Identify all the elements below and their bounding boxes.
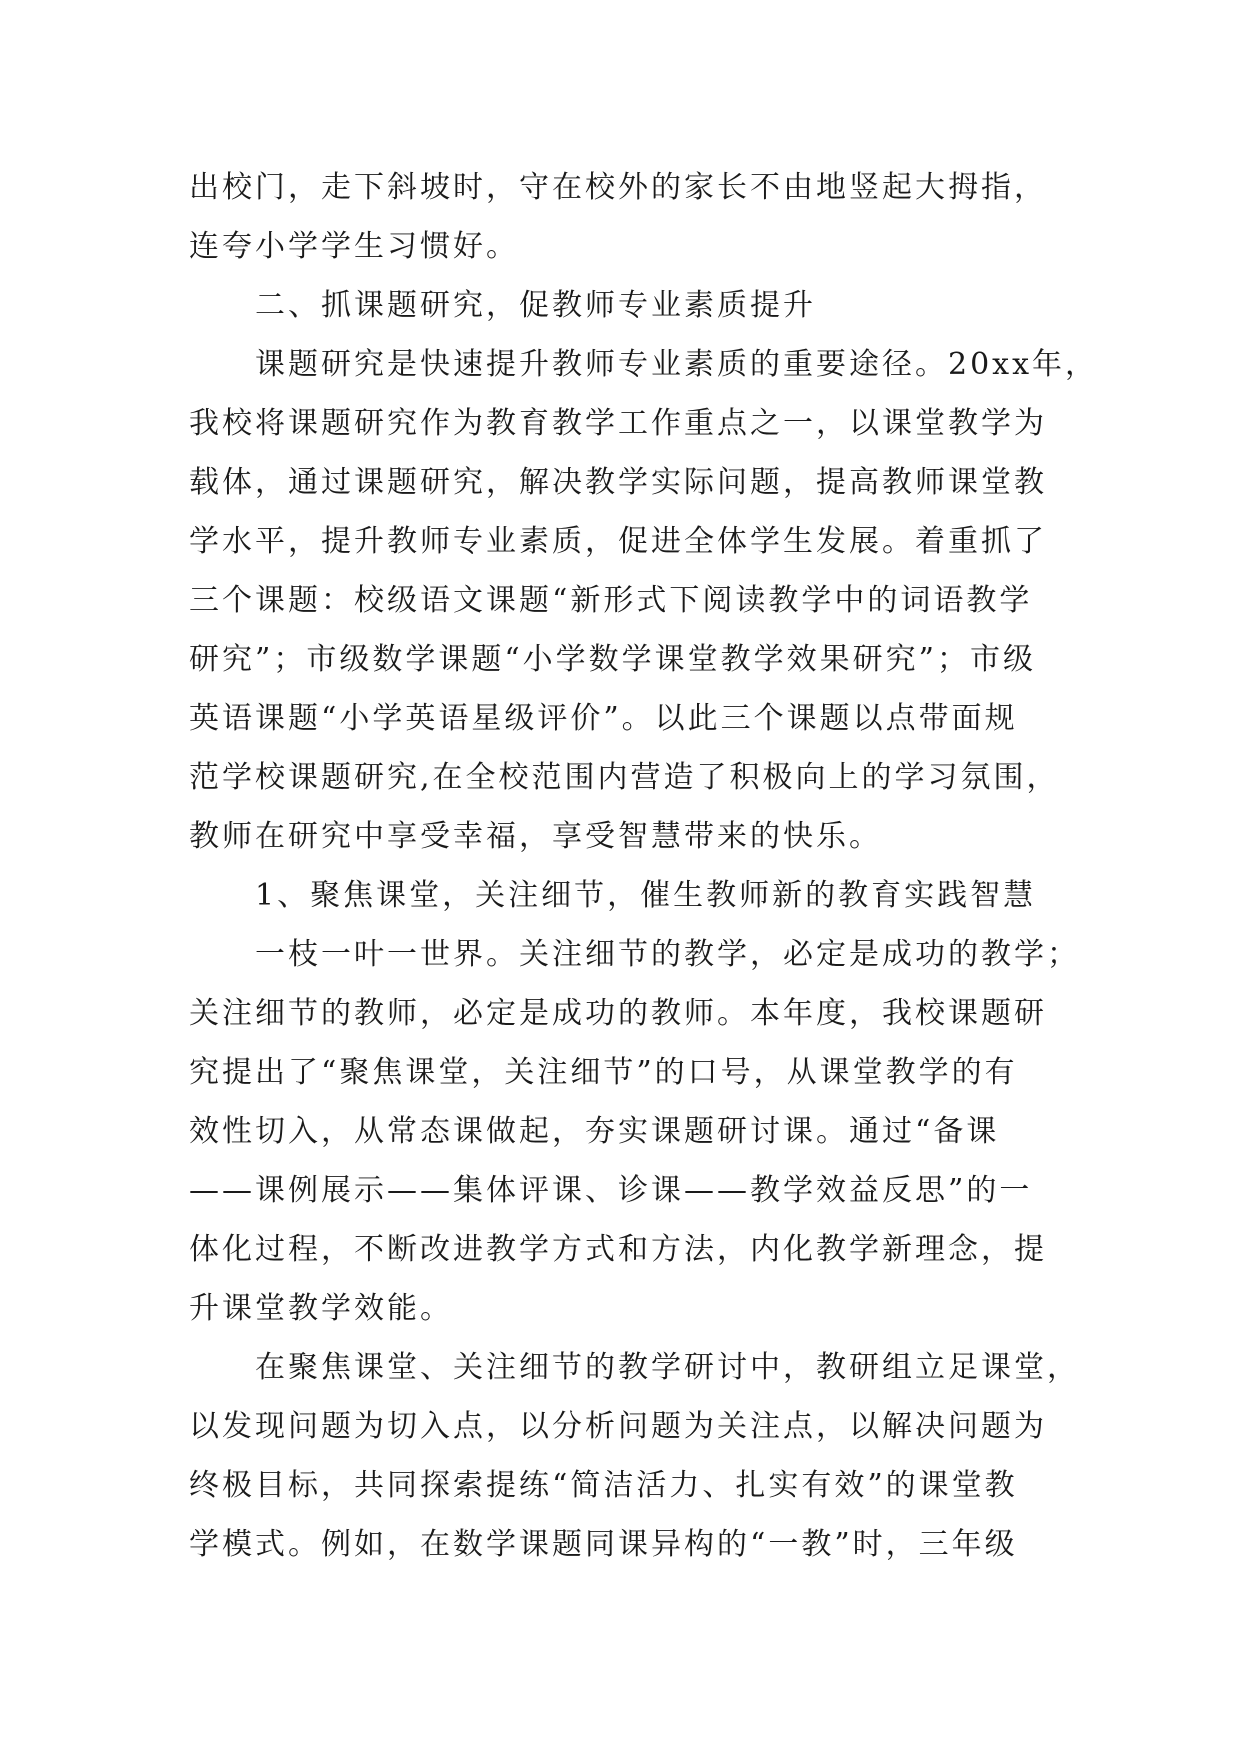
document-body [189,158,1099,1574]
text-line: 范学校课题研究,在全校范围内营造了积极向上的学习氛围， [189,760,1060,795]
text-line: 一枝一叶一世界。关注细节的教学，必定是成功的教学； [255,937,1080,972]
text-line: 出校门，走下斜坡时，守在校外的家长不由地竖起大拇指， [189,170,1047,205]
text-line: 三个课题：校级语文课题“新形式下阅读教学中的词语教学 [189,583,1033,618]
text-line: 关注细节的教师，必定是成功的教师。本年度，我校课题研 [189,996,1047,1031]
text-line: 研究”；市级数学课题“小学数学课堂教学效果研究”；市级 [189,642,1037,677]
text-line: 终极目标，共同探索提练“简洁活力、扎实有效”的课堂教 [189,1468,1018,1503]
text-line: 连夸小学学生习惯好。 [189,229,519,264]
text-line: 英语课题“小学英语星级评价”。以此三个课题以点带面规 [189,701,1018,736]
text-line: 在聚焦课堂、关注细节的教学研讨中，教研组立足课堂， [255,1350,1080,1385]
text-line: 以发现问题为切入点，以分析问题为关注点，以解决问题为 [189,1409,1047,1444]
text-line: 教师在研究中享受幸福，享受智慧带来的快乐。 [189,819,882,854]
subsection-heading: 1、聚焦课堂，关注细节，催生教师新的教育实践智慧 [255,878,1037,913]
text-line: 课题研究是快速提升教师专业素质的重要途径。20xx年， [255,347,1099,382]
text-line: 究提出了“聚焦课堂，关注细节”的口号，从课堂教学的有 [189,1055,1018,1090]
text-line: 我校将课题研究作为教育教学工作重点之一，以课堂教学为 [189,406,1047,441]
text-line: 载体，通过课题研究，解决教学实际问题，提高教师课堂教 [189,465,1047,500]
text-line: ——课例展示——集体评课、诊课——教学效益反思”的一 [189,1173,1033,1208]
text-line: 体化过程，不断改进教学方式和方法，内化教学新理念，提 [189,1232,1047,1267]
section-heading: 二、抓课题研究，促教师专业素质提升 [255,288,816,323]
text-line: 学水平，提升教师专业素质，促进全体学生发展。着重抓了 [189,524,1047,559]
text-line: 学模式。例如，在数学课题同课异构的“一教”时，三年级 [189,1527,1018,1562]
text-line: 升课堂教学效能。 [189,1291,453,1326]
text-line: 效性切入，从常态课做起，夯实课题研讨课。通过“备课 [189,1114,1000,1149]
